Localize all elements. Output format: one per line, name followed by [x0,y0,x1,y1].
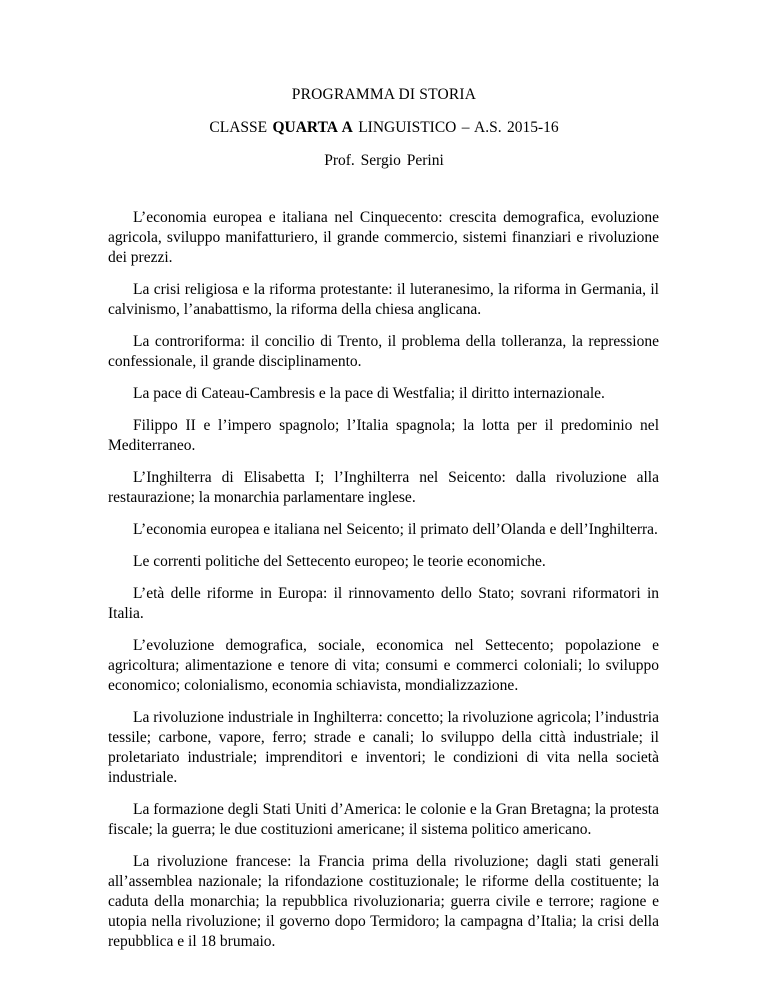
syllabus-body [108,208,659,964]
teacher-name: Prof. Sergio Perini [324,152,444,169]
syllabus-paragraph: L’età delle riforme in Europa: il rinnovamento dello Stato; sovrani riformatori in Italia. [108,585,659,622]
class-prefix: CLASSE [209,119,268,136]
document-title: PROGRAMMA DI STORIA [291,86,477,103]
syllabus-paragraph: L’evoluzione demografica, sociale, economica nel Settecento; popolazione e agricoltura; alimentazione e tenore di vita; consumi e commerci coloniali; lo sviluppo economico; colonialismo, economia schiavista, mondializzazione. [108,637,659,694]
syllabus-paragraph: La crisi religiosa e la riforma protestante: il luteranesimo, la riforma in Germania, il calvinismo, l’anabattismo, la riforma della chiesa anglicana. [108,281,659,318]
syllabus-paragraph: La controriforma: il concilio di Trento, il problema della tolleranza, la repressione confessionale, il grande disciplinamento. [108,333,659,370]
syllabus-paragraph: La formazione degli Stati Uniti d’America: le colonie e la Gran Bretagna; la protesta fiscale; la guerra; le due costituzioni americane; il sistema politico americano. [108,801,659,838]
syllabus-paragraph: L’economia europea e italiana nel Seicento; il primato dell’Olanda e dell’Inghilterra. [133,521,658,538]
syllabus-paragraph: Le correnti politiche del Settecento europeo; le teorie economiche. [133,553,546,570]
class-line [0,119,768,137]
class-name: QUARTA A [272,119,353,136]
syllabus-paragraph: L’Inghilterra di Elisabetta I; l’Inghilterra nel Seicento: dalla rivoluzione alla restaurazione; la monarchia parlamentare inglese. [108,469,659,506]
syllabus-paragraph: Filippo II e l’impero spagnolo; l’Italia spagnola; la lotta per il predominio nel Mediterraneo. [108,417,659,454]
syllabus-paragraph: La pace di Cateau-Cambresis e la pace di Westfalia; il diritto internazionale. [133,385,605,402]
syllabus-paragraph: La rivoluzione industriale in Inghilterra: concetto; la rivoluzione agricola; l’industria tessile; carbone, vapore, ferro; strade e canali; lo sviluppo della città industriale; il proletariato industriale; imprenditori e inventori; le condizioni di vita nella società industriale. [108,709,659,786]
syllabus-paragraph: La rivoluzione francese: la Francia prima della rivoluzione; dagli stati generali all’assemblea nazionale; la rifondazione costituzionale; le riforme della costituente; la caduta della monarchia; la repubblica rivoluzionaria; guerra civile e terrore; ragione e utopia nella rivoluzione; il governo dopo Termidoro; la campagna d’Italia; la crisi della repubblica e il 18 brumaio. [108,853,659,950]
class-suffix: LINGUISTICO – A.S. 2015-16 [358,119,559,136]
syllabus-paragraph: L’economia europea e italiana nel Cinquecento: crescita demografica, evoluzione agricola, sviluppo manifatturiero, il grande commercio, sistemi finanziari e rivoluzione dei prezzi. [108,209,659,266]
